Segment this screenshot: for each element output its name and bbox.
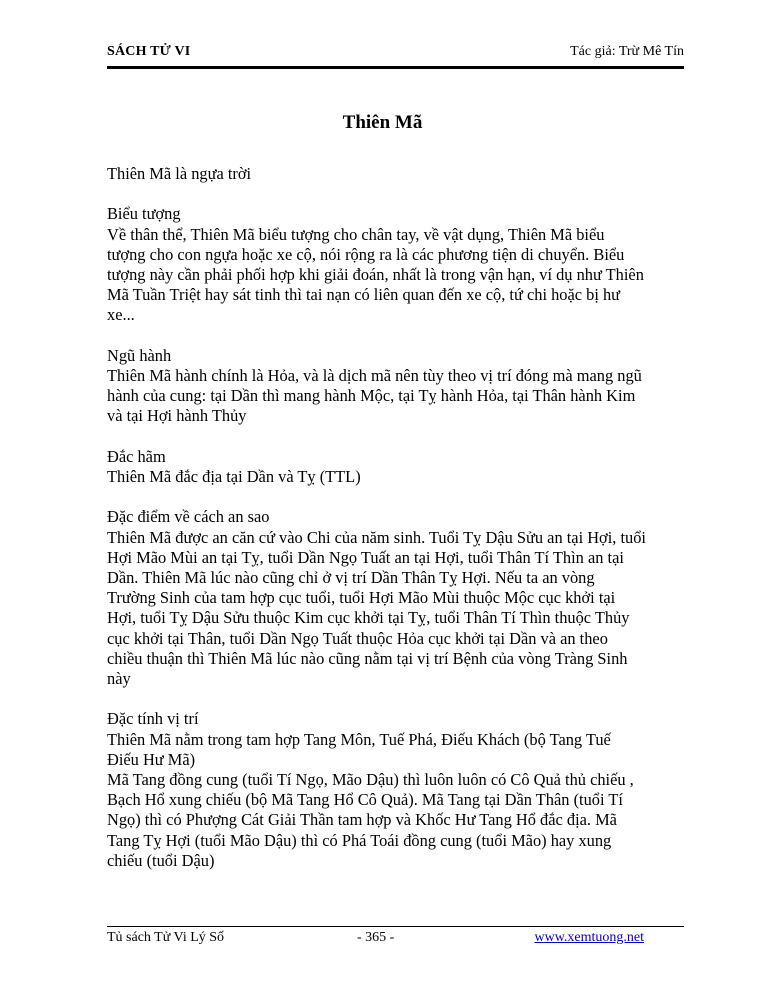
intro-paragraph: Thiên Mã là ngựa trời [107, 164, 252, 183]
section-position [107, 709, 687, 871]
section-strength [107, 447, 687, 487]
page-header [107, 44, 684, 69]
body-line: Hợi Mão Mùi an tại Tỵ, tuổi Dần Ngọ Tuất an tại Hợi, tuổi Thân Tí Thìn an tại [107, 547, 624, 567]
body-line: và tại Hợi hành Thủy [107, 406, 247, 426]
section-placement [107, 507, 687, 689]
body-line: Điếu Hư Mã) [107, 749, 196, 769]
body-line: hành của cung: tại Dần thì mang hành Mộc, tại Tỵ hành Hỏa, tại Thân hành Kim [107, 386, 636, 406]
section-heading: Đắc hãm [107, 446, 166, 466]
page-footer [107, 926, 684, 949]
body-line: Trường Sinh của tam hợp cục tuổi, tuổi Hợi Mão Mùi thuộc Mộc cục khởi tại [107, 588, 616, 608]
section-heading: Đặc điểm về cách an sao [107, 507, 270, 527]
body-line: Ngọ) thì có Phượng Cát Giải Thần tam hợp và Khốc Hư Tang Hổ đắc địa. Mã [107, 810, 617, 830]
website-link[interactable]: www.xemtuong.net [534, 930, 644, 945]
body-line: Hợi, tuổi Tỵ Dậu Sửu thuộc Kim cục khởi tại Tỵ, tuổi Thân Tí Thìn thuộc Thủy [107, 608, 630, 628]
page-title: Thiên Mã [342, 112, 423, 133]
body-line: Mã Tuần Triệt hay sát tinh thì tai nạn có liên quan đến xe cộ, tứ chi hoặc bị hư [107, 285, 621, 305]
series-name: Tủ sách Tử Vi Lý Số [107, 930, 225, 945]
body-line: Thiên Mã hành chính là Hỏa, và là dịch mã nên tùy theo vị trí đóng mà mang ngũ [107, 366, 642, 385]
body-line: này [107, 669, 131, 689]
section-heading: Đặc tính vị trí [107, 709, 199, 729]
body-line: Bạch Hổ xung chiếu (bộ Mã Tang Hổ Cô Quả). Mã Tang tại Dần Thân (tuổi Tí [107, 790, 623, 810]
body-line: chiếu (tuổi Dậu) [107, 850, 215, 870]
body-line: Tang Tỵ Hợi (tuổi Mão Dậu) thì có Phá Toái đồng cung (tuổi Mão) hay xung [107, 830, 612, 850]
body-line: Dần. Thiên Mã lúc nào cũng chỉ ở vị trí Dần Thân Tỵ Hợi. Nếu ta an vòng [107, 568, 595, 587]
article-body [107, 164, 687, 871]
section-symbol [107, 204, 687, 325]
body-line: tượng này cần phải phối hợp khi giải đoán, nhất là trong vận hạn, ví dụ như Thiên [107, 265, 644, 284]
body-line: Thiên Mã nằm trong tam hợp Tang Môn, Tuế Phá, Điếu Khách (bộ Tang Tuế [107, 729, 611, 749]
page-number: - 365 - [357, 930, 395, 945]
book-title: SÁCH TỬ VI [107, 44, 191, 59]
section-heading: Ngũ hành [107, 345, 172, 365]
section-element [107, 346, 687, 427]
section-heading: Biểu tượng [107, 204, 181, 224]
body-line: chiều thuận thì Thiên Mã lúc nào cũng nằm tại vị trí Bệnh của vòng Tràng Sinh [107, 648, 628, 668]
body-line: xe... [107, 305, 135, 325]
body-line: Thiên Mã đắc địa tại Dần và Tỵ (TTL) [107, 467, 361, 486]
body-line: cục khởi tại Thân, tuổi Dần Ngọ Tuất thuộc Hỏa cục khởi tại Dần và an theo [107, 628, 608, 648]
body-line: Về thân thể, Thiên Mã biểu tượng cho chân tay, về vật dụng, Thiên Mã biểu [107, 224, 605, 244]
body-line: Mã Tang đồng cung (tuổi Tí Ngọ, Mão Dậu) thì luôn luôn có Cô Quả thủ chiếu , [107, 770, 634, 790]
body-line: tượng cho con ngựa hoặc xe cộ, nói rộng ra là các phương tiện di chuyển. Biểu [107, 244, 625, 264]
author-label: Tác giả: Trừ Mê Tín [570, 44, 684, 59]
body-line: Thiên Mã được an căn cứ vào Chi của năm sinh. Tuổi Tỵ Dậu Sửu an tại Hợi, tuổi [107, 527, 646, 547]
